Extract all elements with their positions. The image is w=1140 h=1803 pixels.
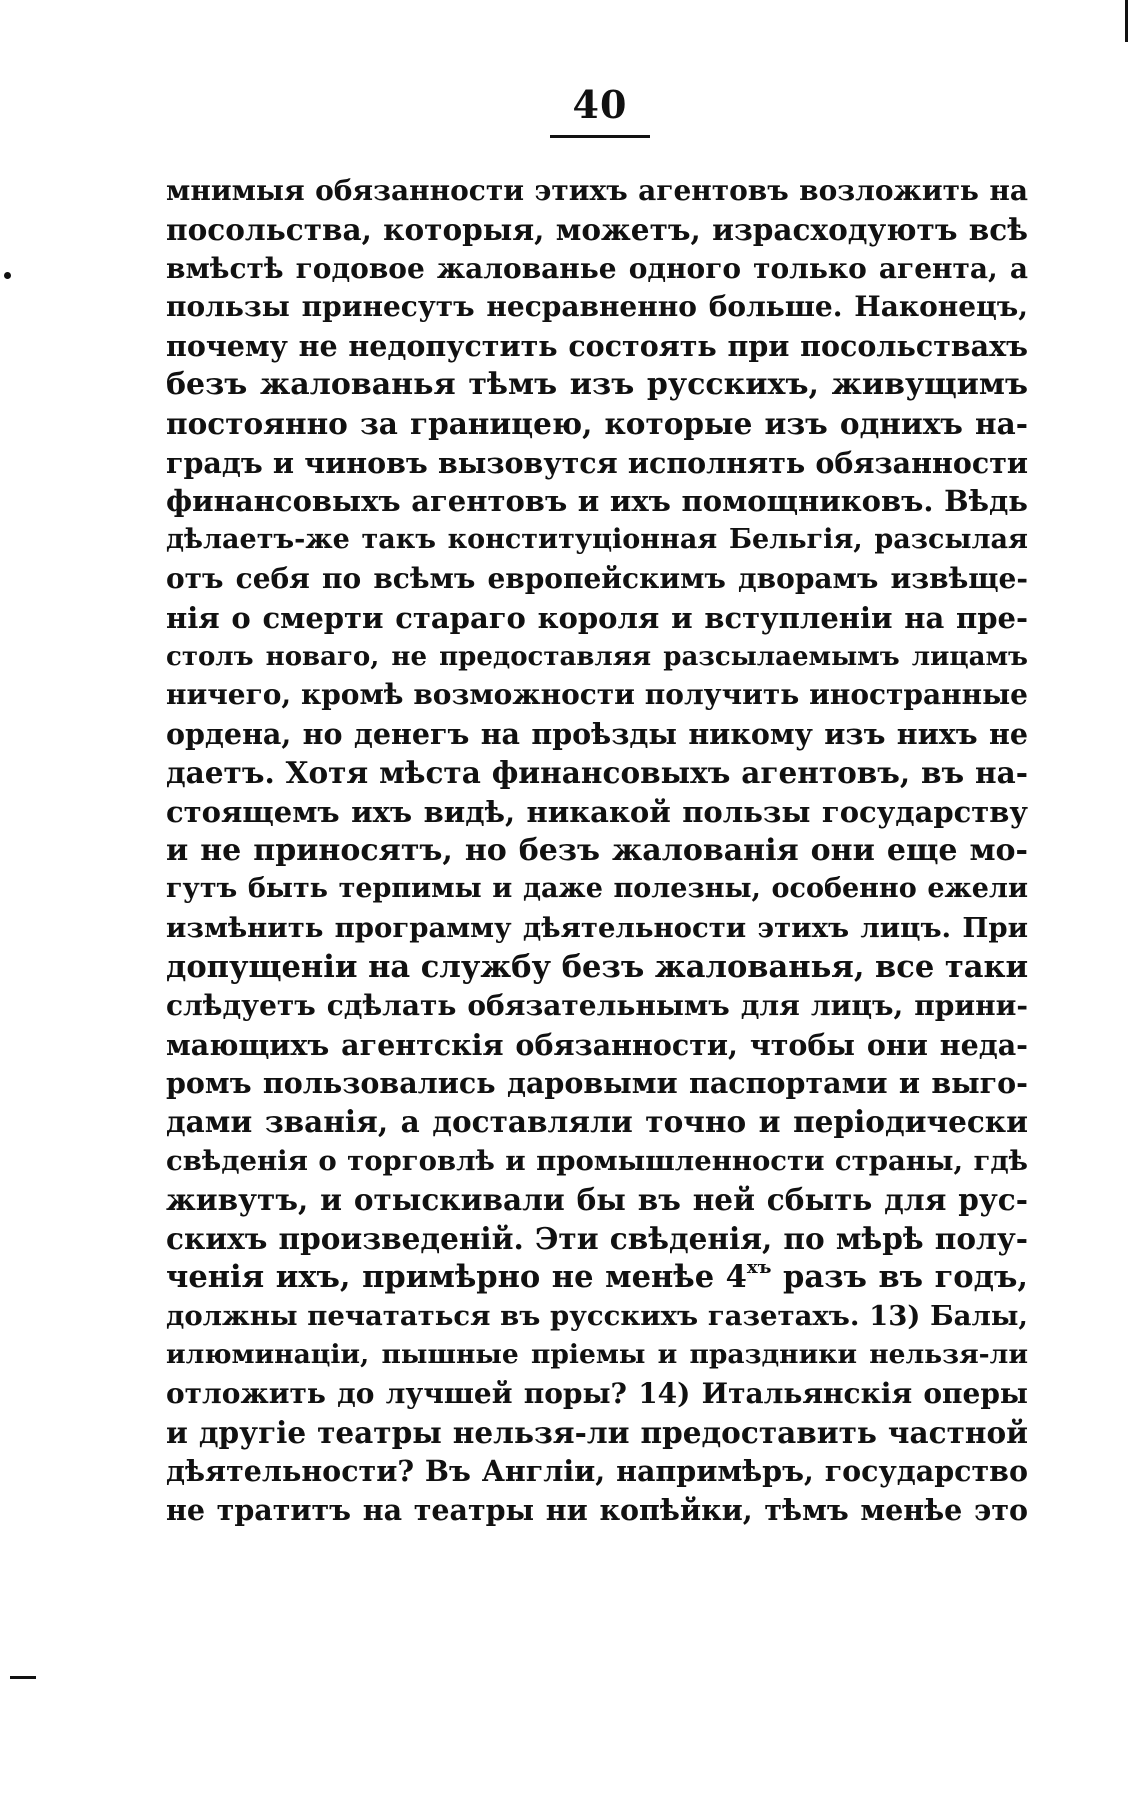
text-line: отложить до лучшей поры? 14) Итальянскія оперы [166,1376,1028,1410]
text-line: отъ себя по всѣмъ европейскимъ дворамъ извѣще- [166,561,1028,595]
text-line: мнимыя обязанности этихъ агентовъ возложить на [166,174,1028,207]
text-line: градъ и чиновъ вызовутся исполнять обязанности [166,445,1028,480]
page-number-rule [550,135,650,138]
text-line-part: разъ въ годъ, [771,1259,1028,1296]
text-line: стоящемъ ихъ видѣ, никакой пользы государству [166,794,1028,829]
text-line: и не приносятъ, но безъ жалованія они еще мо- [166,832,1028,868]
text-line: ничего, кромѣ возможности получить иностранные [166,678,1028,712]
text-line: должны печататься въ русскихъ газетахъ. 13) Балы, [166,1300,1028,1333]
text-line-part: ченія ихъ, примѣрно не менѣе 4 [166,1259,747,1296]
text-line: допущеніи на службу безъ жалованья, все таки [166,948,1029,985]
text-line: не тратитъ на театры ни копѣйки, тѣмъ менѣе это [166,1493,1028,1528]
text-line: измѣнить программу дѣятельности этихъ лицъ. При [166,912,1028,945]
text-line: илюминаціи, пышные пріемы и праздники нельзя-ли [166,1338,1028,1370]
text-line: ромъ пользовались даровыми паспортами и выго- [166,1066,1028,1101]
text-line: финансовыхъ агентовъ и ихъ помощниковъ. Вѣдь [166,484,1028,519]
text-line: безъ жалованья тѣмъ изъ русскихъ, живущимъ [166,366,1028,402]
scan-edge-mark [1125,0,1128,42]
text-line: ордена, но денегъ на проѣзды никому изъ нихъ не [166,717,1028,752]
text-line: скихъ произведеній. Эти свѣденія, по мѣрѣ полу- [166,1220,1028,1256]
text-line: почему не недопустить состоять при посольствахъ [166,329,1028,364]
page-number: 40 [572,82,628,127]
text-line: столъ новаго, не предоставляя разсылаемымъ лицамъ [166,641,1028,672]
text-line: даетъ. Хотя мѣста финансовыхъ агентовъ, въ на- [166,754,1028,790]
superscript-suffix: хъ [746,1257,772,1279]
body-text [166,172,1028,1530]
scan-dash-mark [10,1676,36,1679]
text-line: живутъ, и отыскивали бы въ ней сбыть для рус- [166,1181,1028,1217]
text-line: пользы принесутъ несравненно больше. Наконецъ, [166,290,1028,324]
text-line: слѣдуетъ сдѣлать обязательнымъ для лицъ, прини- [166,988,1028,1022]
text-line: нія о смерти стараго короля и вступленіи на пре- [166,600,1028,635]
text-line: гутъ быть терпимы и даже полезны, особенно ежели [166,873,1028,905]
text-line: дѣятельности? Въ Англіи, напримѣръ, государство [166,1454,1028,1489]
text-line: дами званія, а доставляли точно и періодически [166,1104,1028,1140]
text-line: вмѣстѣ годовое жалованье одного только агента, а [166,251,1028,285]
text-line: свѣденія о торговлѣ и промышленности страны, гдѣ [166,1144,1028,1177]
text-line: дѣлаетъ-же такъ конституціонная Бельгія, разсылая [166,524,1028,556]
text-line: постоянно за границею, которые изъ однихъ на- [166,405,1028,441]
text-line: и другіе театры нельзя-ли предоставить частной [166,1414,1028,1450]
text-line [166,1258,1028,1297]
scan-speck-mark [4,272,11,279]
text-line: посольства, которыя, можетъ, израсходуютъ всѣ [166,211,1028,247]
text-line: мающихъ агентскія обязанности, чтобы они неда- [166,1027,1028,1062]
